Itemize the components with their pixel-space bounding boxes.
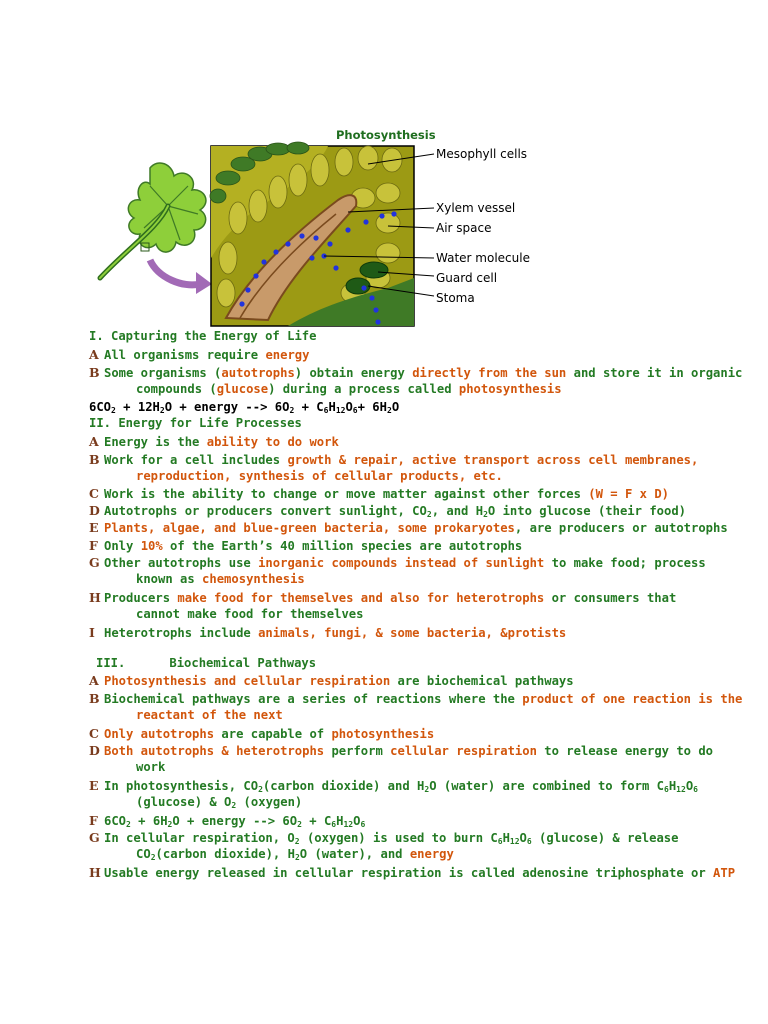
item-2c: C Work is the ability to change or move matter against other forces (W = F x D) bbox=[89, 486, 669, 501]
item-2e: E Plants, algae, and blue-green bacteria, some prokaryotes, are producers or autotrophs bbox=[89, 520, 728, 535]
item-3b-cont: reactant of the next bbox=[136, 708, 283, 722]
item-3d: D Both autotrophs & heterotrophs perform cellular respiration to release energy to do bbox=[89, 743, 714, 758]
item-3e-cont: (glucose) & $O_2$ (oxygen) bbox=[136, 795, 303, 810]
label-water-molecule: Water molecule bbox=[436, 251, 530, 265]
item-2d: D Autotrophs or producers convert sunlight, $CO_2$, and $H_2O$ into glucose (their food) bbox=[89, 503, 687, 519]
zoom-arrow bbox=[150, 260, 200, 285]
item-3h: H Usable energy released in cellular respiration is called adenosine triphosphate or ATP bbox=[89, 865, 736, 880]
item-2g-cont: known as chemosynthesis bbox=[136, 572, 305, 586]
item-2h: H Producers make food for themselves and also for heterotrophs or consumers that bbox=[89, 590, 677, 605]
item-3g-cont: $CO_2(carbon$ dioxide), $H_2O$ (water), and energy bbox=[136, 847, 454, 862]
item-3d-cont: work bbox=[136, 760, 166, 774]
item-2b: B Work for a cell includes growth & repair, active transport across cell membranes, bbox=[89, 452, 699, 467]
item-2f: F Only 10% of the Earth’s 40 million species are autotrophs bbox=[89, 538, 523, 553]
label-stoma: Stoma bbox=[436, 291, 475, 305]
section-3-heading: III. Biochemical Pathways bbox=[96, 656, 317, 670]
item-2g: G Other autotrophs use inorganic compounds instead of sunlight to make food; process bbox=[89, 555, 706, 570]
item-2h-cont: cannot make food for themselves bbox=[136, 607, 364, 621]
item-1a: A All organisms require energy bbox=[89, 347, 310, 362]
item-1b-cont: compounds (glucose) during a process called photosynthesis bbox=[136, 382, 562, 396]
item-2a: A Energy is the ability to do work bbox=[89, 434, 339, 449]
item-3g: G In cellular respiration, $O_2$ (oxygen) is used to burn $C_6H_{12}O_6$ (glucose) & release bbox=[89, 830, 679, 846]
item-3a: A Photosynthesis and cellular respiration are biochemical pathways bbox=[89, 673, 574, 688]
item-2i: I Heterotrophs include animals, fungi, & some bacteria, &protists bbox=[89, 625, 567, 640]
item-3c: C Only autotrophs are capable of photosynthesis bbox=[89, 726, 435, 741]
equation-photosynthesis: $6CO_2 + 12H_2O$ + energy --> $6O_2 + C_6H_{12}O_6+ 6H_2O$ bbox=[89, 400, 400, 415]
label-guard-cell: Guard cell bbox=[436, 271, 498, 285]
item-1b: B Some organisms (autotrophs) obtain energy directly from the sun and store it in organic bbox=[89, 365, 743, 380]
section-2-heading: II. Energy for Life Processes bbox=[89, 416, 302, 430]
item-3e: E In photosynthesis, $CO_2(carbon$ dioxide) and $H_2O$ (water) are combined to form $C_6H_{12}O_6$ bbox=[89, 778, 698, 794]
item-3f: F $6CO_2 + 6H_2O$ + energy --> $6O_2 + C_6H_{12}O_6$ bbox=[89, 813, 366, 829]
item-2b-cont: reproduction, synthesis of cellular products, etc. bbox=[136, 469, 503, 483]
item-3b: B Biochemical pathways are a series of reactions where the product of one reaction is the bbox=[89, 691, 743, 706]
leaf-cross-section bbox=[210, 142, 414, 326]
label-mesophyll-cells: Mesophyll cells bbox=[436, 147, 528, 161]
figure-title: Photosynthesis bbox=[336, 128, 436, 142]
section-1-heading: I. Capturing the Energy of Life bbox=[89, 329, 317, 343]
label-air-space: Air space bbox=[436, 221, 492, 235]
label-xylem-vessel: Xylem vessel bbox=[436, 201, 516, 215]
